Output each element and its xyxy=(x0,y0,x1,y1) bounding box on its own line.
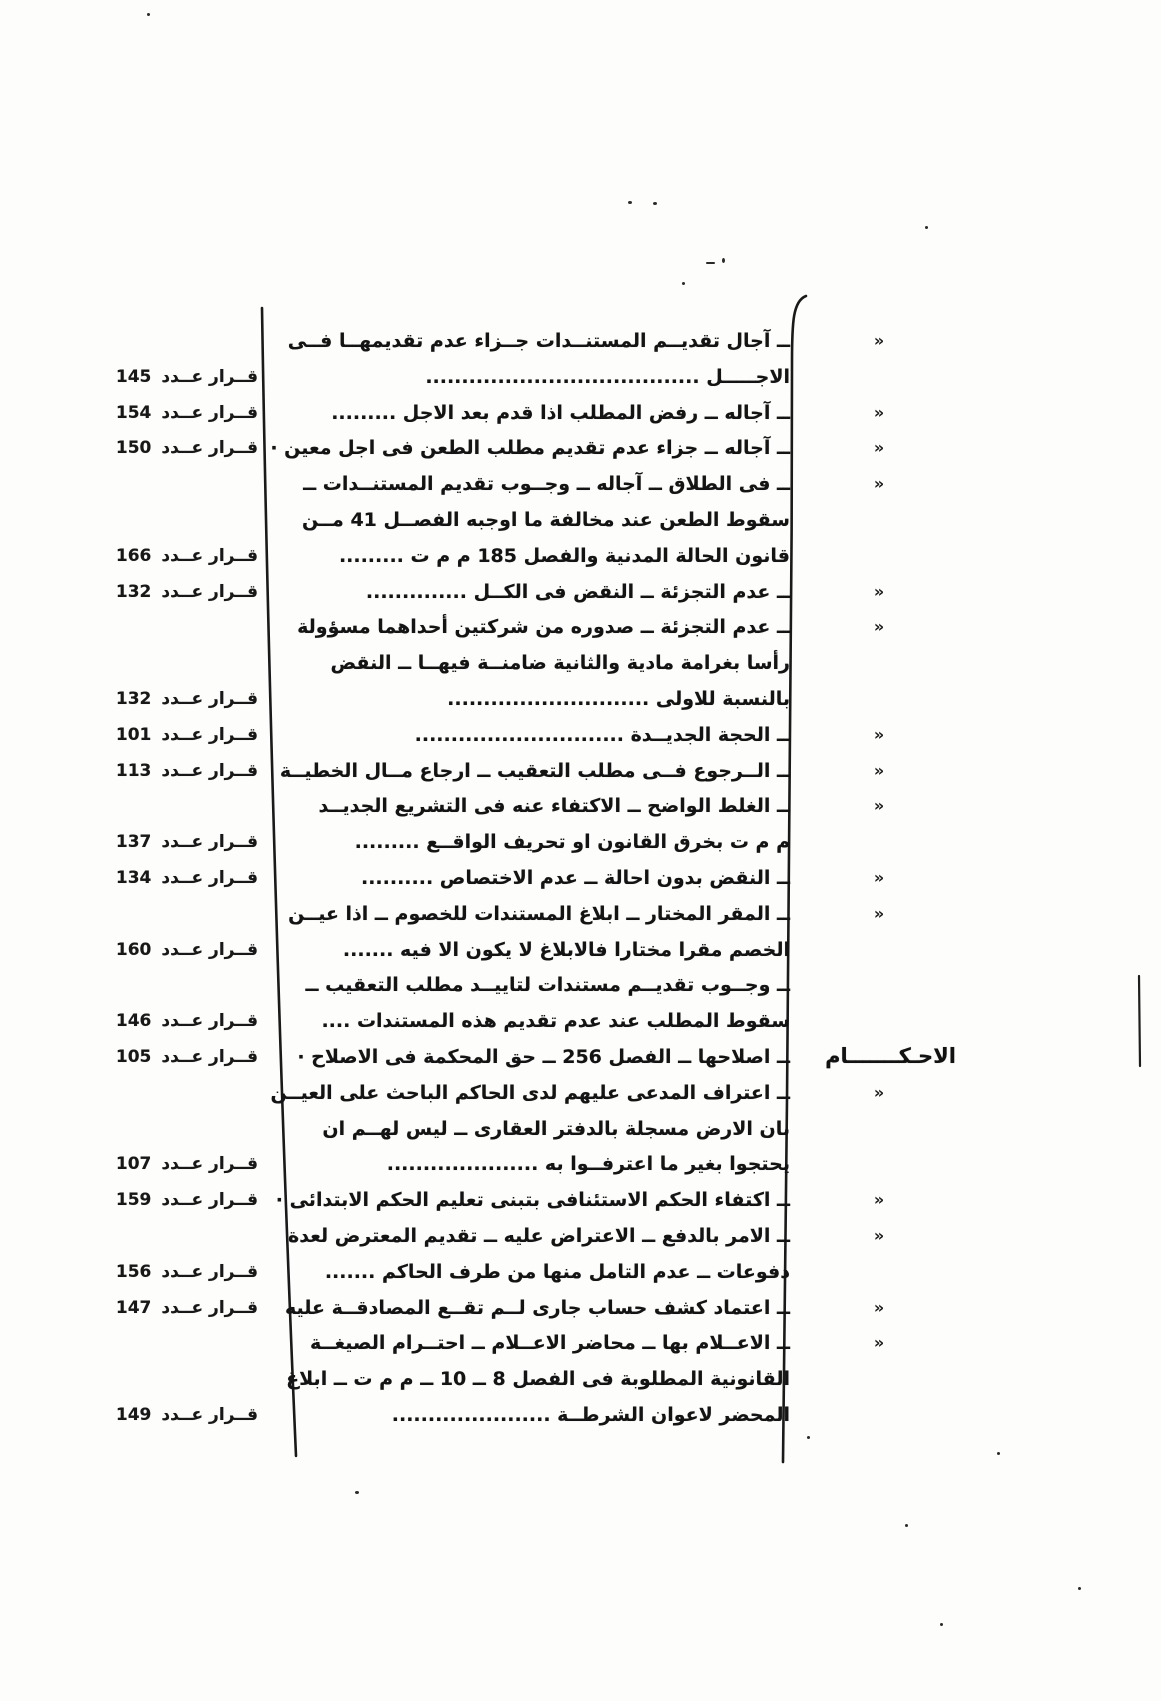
ditto-mark: » xyxy=(873,617,885,636)
toc-line: ــ الامر بالدفع ــ الاعتراض عليه ــ تقديم المعترض لعدة xyxy=(288,1225,790,1247)
ditto-mark: » xyxy=(873,1333,885,1352)
scan-speck xyxy=(997,1452,1000,1455)
decision-label: قــرار عــدد xyxy=(161,1405,258,1425)
decision-label: قــرار عــدد xyxy=(161,1298,258,1318)
decision-number: 146 xyxy=(115,1011,152,1031)
scan-speck xyxy=(653,202,657,205)
scan-speck xyxy=(905,1524,908,1527)
scan-speck xyxy=(1078,1587,1081,1590)
toc-line: ــ الحجة الجديــدة ............................. xyxy=(414,724,790,746)
toc-line: القانونية المطلوبة فى الفصل 8 ــ 10 ــ م م ت ــ ابلاغ xyxy=(286,1368,790,1390)
decision-ref xyxy=(106,538,258,574)
column-rule-left xyxy=(262,308,296,1456)
toc-line: ــ فى الطلاق ــ آجاله ــ وجــوب تقديم المستنــدات ــ xyxy=(303,473,790,495)
toc-line: ــ الغلط الواضح ــ الاكتفاء عنه فى التشريع الجديــد xyxy=(318,795,790,817)
decision-label: قــرار عــدد xyxy=(161,1190,258,1210)
decision-number: 159 xyxy=(115,1190,152,1210)
toc-line: ــ آجاله ــ جزاء عدم تقديم مطلب الطعن فى اجل معين · xyxy=(270,437,790,459)
scan-speck xyxy=(706,262,715,264)
decision-ref xyxy=(106,717,258,753)
toc-line: سقوط الطعن عند مخالفة ما اوجبه الفصــل 41 مــن xyxy=(301,509,790,531)
margin-mark-right xyxy=(1139,976,1140,1066)
toc-line: ــ آجاله ــ رفض المطلب اذا قدم بعد الاجل ......... xyxy=(331,402,790,424)
decision-ref xyxy=(106,359,258,395)
toc-line: ــ المقر المختار ــ ابلاغ المستندات للخصوم ــ اذا عيــن xyxy=(288,903,790,925)
decision-ref xyxy=(106,1039,258,1075)
decision-number: 132 xyxy=(115,689,152,709)
toc-line: بالنسبة للاولى ............................ xyxy=(447,688,790,710)
decision-label: قــرار عــدد xyxy=(161,940,258,960)
toc-line: بان الارض مسجلة بالدفتر العقارى ــ ليس لهــم ان xyxy=(322,1118,790,1140)
scan-speck xyxy=(722,258,725,263)
ditto-mark: » xyxy=(873,796,885,815)
decision-number: 113 xyxy=(115,761,152,781)
section-heading: الاحـكـــــــام xyxy=(825,1044,956,1068)
decision-number: 166 xyxy=(115,546,152,566)
ditto-mark: » xyxy=(873,1083,885,1102)
decision-ref xyxy=(106,1290,258,1326)
decision-number: 149 xyxy=(115,1405,152,1425)
decision-ref xyxy=(106,1003,258,1039)
toc-line: دفوعات ــ عدم التامل منها من طرف الحاكم ....... xyxy=(324,1261,790,1283)
toc-line: ــ النقض بدون احالة ــ عدم الاختصاص .......... xyxy=(361,867,790,889)
decision-number: 137 xyxy=(115,832,152,852)
decision-label: قــرار عــدد xyxy=(161,725,258,745)
toc-line: قانون الحالة المدنية والفصل 185 م م ت ......... xyxy=(338,545,790,567)
ditto-mark: » xyxy=(873,1226,885,1245)
decision-label: قــرار عــدد xyxy=(161,582,258,602)
scan-speck xyxy=(682,282,685,285)
decision-number: 107 xyxy=(115,1154,152,1174)
decision-ref xyxy=(106,860,258,896)
decision-label: قــرار عــدد xyxy=(161,438,258,458)
decision-number: 160 xyxy=(115,940,152,960)
decision-label: قــرار عــدد xyxy=(161,367,258,387)
toc-line: ــ اعتماد كشف حساب جارى لــم تقــع المصادقــة عليه xyxy=(285,1297,790,1319)
toc-line: ــ اعتراف المدعى عليهم لدى الحاكم الباحث على العيــن xyxy=(270,1082,790,1104)
ditto-mark: » xyxy=(873,474,885,493)
decision-ref xyxy=(106,430,258,466)
scan-speck xyxy=(925,226,928,229)
toc-line: يحتجوا بغير ما اعترفــوا به ..................... xyxy=(386,1153,790,1175)
toc-line: ــ الــرجوع فــى مطلب التعقيب ــ ارجاع مــال الخطيــة xyxy=(279,760,790,782)
toc-line: ــ عدم التجزئة ــ صدوره من شركتين أحداهما مسؤولة xyxy=(297,616,790,638)
ditto-mark: » xyxy=(873,403,885,422)
decision-ref xyxy=(106,395,258,431)
toc-line: ــ وجــوب تقديــم مستندات لتاييــد مطلب التعقيب ــ xyxy=(305,974,790,996)
decision-ref xyxy=(106,1397,258,1433)
ditto-mark: » xyxy=(873,331,885,350)
decision-label: قــرار عــدد xyxy=(161,1011,258,1031)
decision-label: قــرار عــدد xyxy=(161,1047,258,1067)
decision-label: قــرار عــدد xyxy=(161,1262,258,1282)
toc-line: سقوط المطلب عند عدم تقديم هذه المستندات .... xyxy=(321,1010,790,1032)
decision-number: 101 xyxy=(115,725,152,745)
ditto-mark: » xyxy=(873,904,885,923)
toc-line: الاجـــــل ...................................... xyxy=(425,366,790,388)
decision-ref xyxy=(106,1254,258,1290)
decision-ref xyxy=(106,824,258,860)
decision-number: 145 xyxy=(115,367,152,387)
ditto-mark: » xyxy=(873,868,885,887)
scan-speck xyxy=(940,1623,943,1626)
decision-number: 105 xyxy=(115,1047,152,1067)
toc-line: رأسا بغرامة مادية والثانية ضامنــة فيهــا ــ النقض xyxy=(330,652,790,674)
toc-line: ــ اصلاحها ــ الفصل 256 ــ حق المحكمة فى الاصلاح · xyxy=(297,1046,790,1068)
toc-line: ــ آجال تقديــم المستنــدات جــزاء عدم تقديمهــا فــى xyxy=(287,330,790,352)
decision-label: قــرار عــدد xyxy=(161,868,258,888)
scan-speck xyxy=(355,1491,359,1494)
scan-speck xyxy=(628,201,632,204)
decision-label: قــرار عــدد xyxy=(161,1154,258,1174)
decision-ref xyxy=(106,1146,258,1182)
decision-number: 154 xyxy=(115,403,152,423)
ditto-mark: » xyxy=(873,582,885,601)
toc-line: ــ عدم التجزئة ــ النقض فى الكــل .............. xyxy=(365,581,790,603)
decision-ref xyxy=(106,681,258,717)
toc-line: ــ الاعــلام بها ــ محاضر الاعــلام ــ احتــرام الصيغــة xyxy=(310,1332,790,1354)
ditto-mark: » xyxy=(873,725,885,744)
toc-line: ــ اكتفاء الحكم الاستئنافى بتبنى تعليم الحكم الابتدائى · xyxy=(275,1189,790,1211)
ditto-mark: » xyxy=(873,1190,885,1209)
decision-number: 134 xyxy=(115,868,152,888)
decision-number: 132 xyxy=(115,582,152,602)
toc-line: المحضر لاعوان الشرطــة ...................... xyxy=(391,1404,790,1426)
ditto-mark: » xyxy=(873,1298,885,1317)
toc-line: م م ت بخرق القانون او تحريف الواقــع ......... xyxy=(354,831,790,853)
toc-line: الخصم مقرا مختارا فالابلاغ لا يكون الا فيه ....... xyxy=(342,939,790,961)
decision-number: 150 xyxy=(115,438,152,458)
scan-speck xyxy=(807,1436,810,1439)
ditto-mark: » xyxy=(873,761,885,780)
decision-ref xyxy=(106,932,258,968)
decision-label: قــرار عــدد xyxy=(161,546,258,566)
decision-label: قــرار عــدد xyxy=(161,761,258,781)
decision-label: قــرار عــدد xyxy=(161,832,258,852)
ditto-mark: » xyxy=(873,438,885,457)
scan-speck xyxy=(147,13,150,16)
decision-number: 147 xyxy=(115,1298,152,1318)
decision-ref xyxy=(106,753,258,789)
decision-label: قــرار عــدد xyxy=(161,403,258,423)
decision-ref xyxy=(106,1182,258,1218)
decision-label: قــرار عــدد xyxy=(161,689,258,709)
decision-number: 156 xyxy=(115,1262,152,1282)
decision-ref xyxy=(106,574,258,610)
